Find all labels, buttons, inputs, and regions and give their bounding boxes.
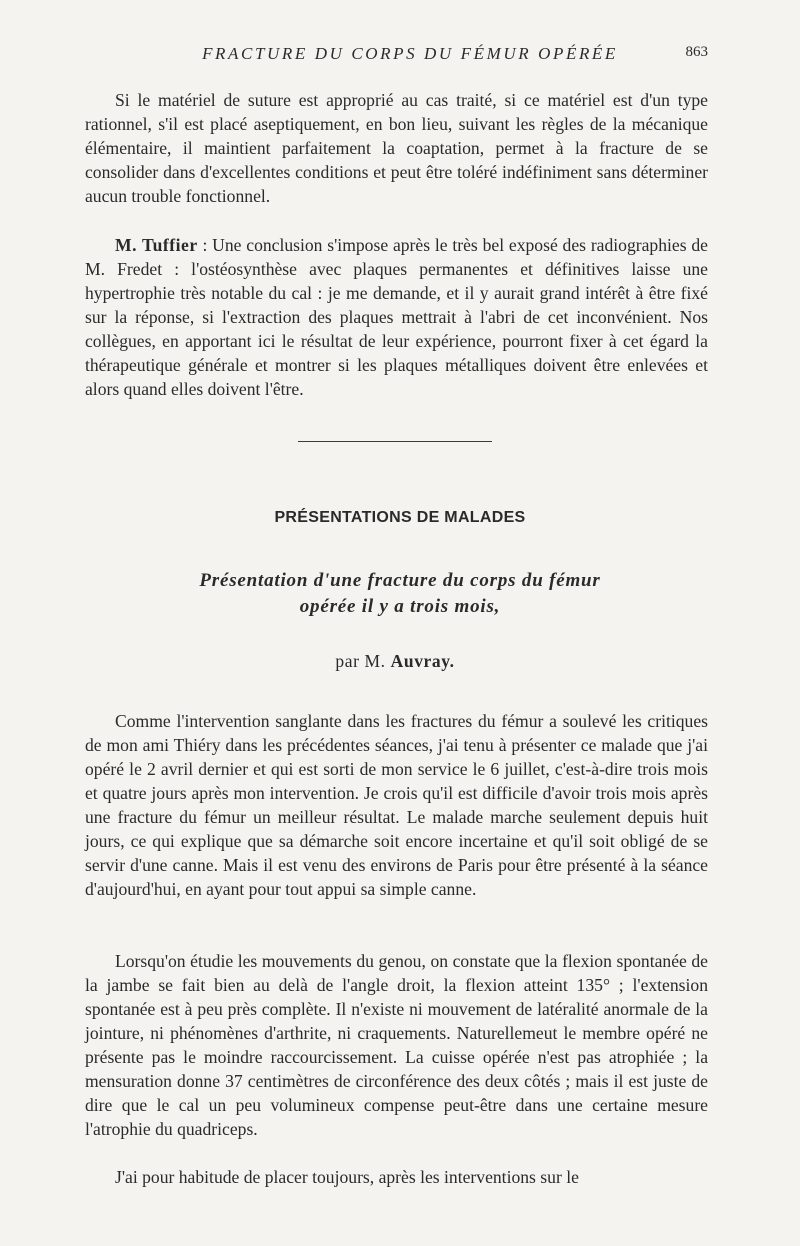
section-divider (298, 441, 492, 442)
byline-prefix: par M. (335, 651, 386, 671)
paragraph-text: Comme l'intervention sanglante dans les fractures du fémur a soulevé les critiques de mon ami Thiéry dans les précédentes séances, j'ai tenu à présenter ce malade que j'ai opéré le 2 avril dernier et qui est sorti de mon service le 6 juillet, c'est-à-dire trois mois et quatre jours après mon intervention. Je crois qu'il est difficile d'avoir trois mois après une fracture du fémur un meilleur résultat. Le malade marche seulement depuis huit jours, ce qui explique que sa démarche soit encore incertaine et qu'il soit obligé de se servir d'une canne. Mais il est venu des environs de Paris pour être présenté à la séance d'aujourd'hui, en ayant pour tout appui sa simple canne. (85, 711, 708, 899)
paragraph-habit (85, 1165, 708, 1189)
paragraph-knee-movements (85, 949, 708, 1141)
paragraph-text (85, 233, 708, 401)
paragraph-text: Lorsqu'on étudie les mouvements du genou, on constate que la flexion spontanée de la jambe se fait bien au delà de l'angle droit, la flexion atteint 135° ; l'extension spontanée est à peu près complète. Il n'existe ni mouvement de latéralité anormale de la jointure, ni phénomènes d'arthrite, ni craquements. Naturellemeut le membre opéré ne présente pas le moindre raccourcissement. La cuisse opérée n'est pas atrophiée ; la mensuration donne 37 centimètres de circonférence des deux côtés ; mais il est juste de dire que le cal un peu volumineux compense peut-être dans une certaine mesure l'atrophie du quadriceps. (85, 951, 708, 1139)
speaker-name: M. Tuffier (115, 235, 198, 255)
paragraph-suture-material (85, 88, 708, 208)
page-number: 863 (685, 44, 708, 60)
paragraph-text: J'ai pour habitude de placer toujours, après les interventions sur le (115, 1167, 579, 1187)
paragraph-text: Si le matériel de suture est approprié au cas traité, si ce matériel est d'un type rationnel, s'il est placé aseptiquement, en bon lieu, suivant les règles de la mécanique élémentaire, il maintient parfaitement la coaptation, permet à la fracture de se consolider dans d'excellentes conditions et peut être toléré indéfiniment sans déterminer aucun trouble fonctionnel. (85, 90, 708, 206)
article-title (0, 568, 800, 620)
running-title: FRACTURE DU CORPS DU FÉMUR OPÉRÉE (202, 44, 618, 63)
article-title-line: opérée il y a trois mois, (299, 596, 501, 617)
byline-author: Auvray. (390, 651, 455, 671)
running-header (0, 44, 800, 68)
article-title-line: Présentation d'une fracture du corps du fémur (199, 570, 601, 591)
section-heading: PRÉSENTATIONS DE MALADES (274, 509, 526, 526)
byline (0, 651, 790, 672)
paragraph-tuffier (85, 233, 708, 401)
speaker-remark: : Une conclusion s'impose après le très bel exposé des radiographies de M. Fredet : l'ostéosynthèse avec plaques permanentes et définitives laisse une hypertrophie très notable du cal : je me demande, et il y aurait grand intérêt à être fixé sur la réponse, si l'extraction des plaques mettrait à l'abri de cet inconvénient. Nos collègues, en apportant ici le résultat de leur expérience, pourront fixer à cet égard la thérapeutique générale et montrer si les plaques métalliques doivent être enlevées et alors quand elles doivent l'être. (85, 235, 708, 399)
paragraph-intervention (85, 709, 708, 901)
